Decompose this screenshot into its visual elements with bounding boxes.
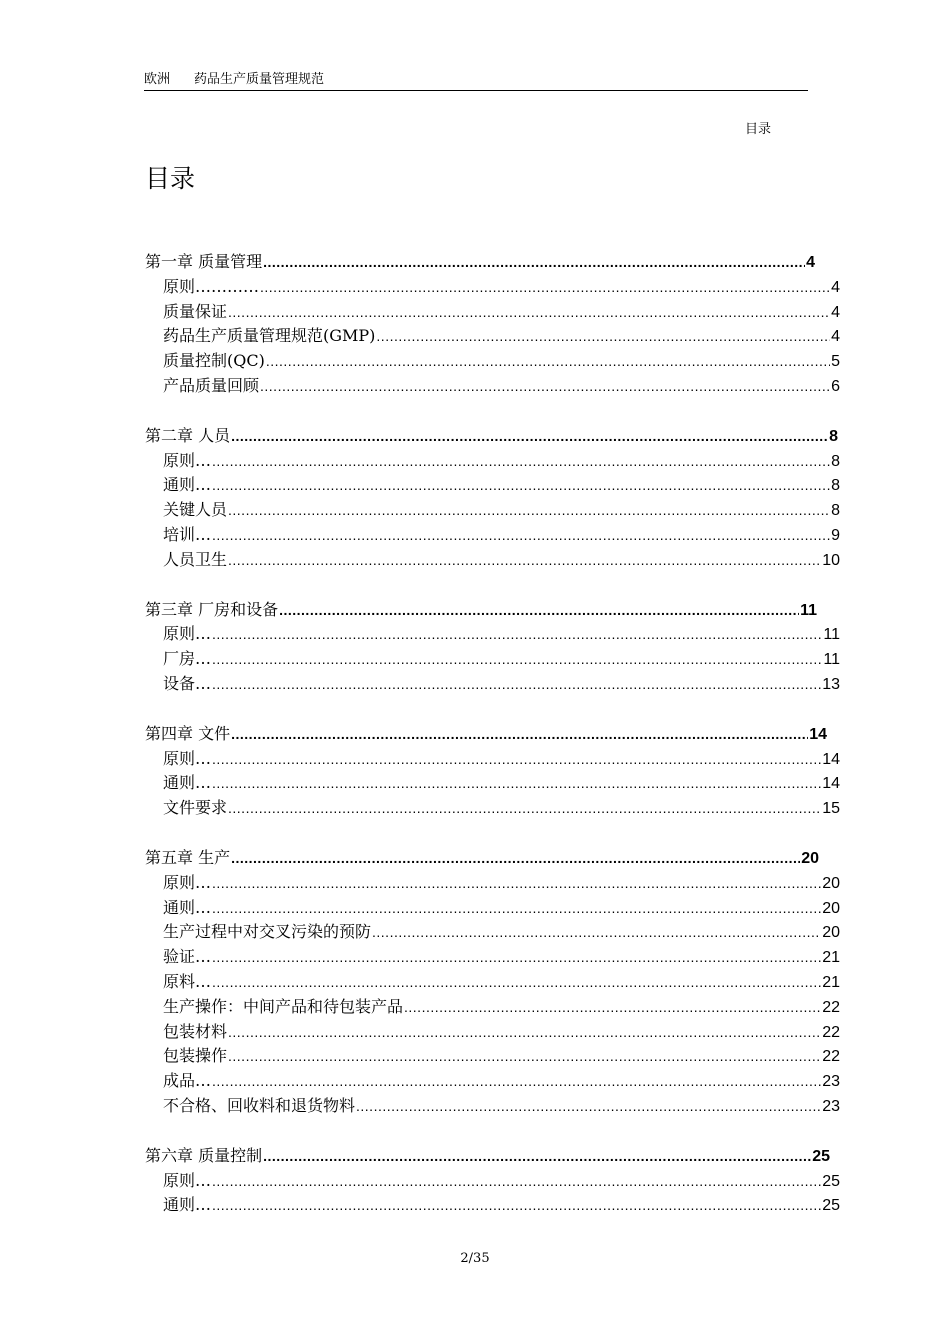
toc-section-entry[interactable]	[145, 945, 840, 970]
toc-section-label: 原则…	[163, 872, 212, 892]
toc-section-page: 21	[822, 949, 840, 967]
toc-section-label: 验证…	[163, 947, 212, 967]
toc-leader-dots	[404, 995, 821, 1020]
toc-section-label: 原则…	[163, 1170, 212, 1190]
toc-section-page: 22	[822, 1023, 840, 1041]
toc-chapter-label: 第二章 人员	[145, 425, 231, 445]
toc-leader-dots	[279, 598, 799, 623]
toc-leader-dots	[228, 548, 821, 573]
toc-chapter-label: 第六章 质量控制	[145, 1145, 263, 1165]
toc-leader-dots	[212, 970, 821, 995]
toc-section-page: 23	[822, 1073, 840, 1091]
toc-section-label: 药品生产质量管理规范(GMP)	[163, 326, 376, 346]
toc-section-page: 4	[831, 328, 840, 346]
toc-section-label: 原则…	[163, 624, 212, 644]
toc-section-label: 包装材料	[163, 1021, 228, 1041]
toc-leader-dots	[212, 622, 822, 647]
toc-section-label: 通则…	[163, 1195, 212, 1215]
toc-section-page: 8	[831, 477, 840, 495]
toc-section-entry[interactable]	[145, 1044, 840, 1069]
toc-leader-dots	[260, 374, 830, 399]
toc-section-page: 8	[831, 452, 840, 470]
toc-leader-dots	[376, 324, 830, 349]
toc-chapter-page: 4	[806, 254, 815, 271]
toc-section-label: 人员卫生	[163, 549, 228, 569]
toc-chapter-label: 第四章 文件	[145, 723, 231, 743]
toc-leader-dots	[228, 1044, 821, 1069]
toc-section-page: 22	[822, 998, 840, 1016]
running-section-label: 目录	[745, 122, 772, 137]
page-header	[144, 70, 808, 91]
toc-section-label: 设备…	[163, 673, 212, 693]
toc-leader-dots	[228, 796, 821, 821]
toc-leader-dots	[212, 473, 830, 498]
toc-section-label: 包装操作	[163, 1046, 228, 1066]
toc-section-label: 生产过程中对交叉污染的预防	[163, 922, 372, 942]
toc-section-page: 14	[822, 775, 840, 793]
toc-chapter-page: 20	[801, 849, 819, 867]
toc-section-page: 22	[822, 1048, 840, 1066]
toc-section-label: 培训…	[163, 524, 212, 544]
toc-section-entry[interactable]	[145, 523, 840, 548]
toc-section-entry[interactable]	[145, 1193, 840, 1218]
toc-section-entry[interactable]	[145, 970, 840, 995]
toc-leader-dots	[212, 647, 822, 672]
toc-section-entry[interactable]	[145, 1020, 840, 1045]
toc-section-label: 原料…	[163, 971, 212, 991]
toc-section-page: 9	[831, 526, 840, 544]
toc-chapter-group	[145, 598, 845, 697]
toc-section-label: 产品质量回顾	[163, 375, 260, 395]
toc-chapter-group	[145, 424, 845, 573]
toc-leader-dots	[228, 1020, 821, 1045]
page-title: 目录	[145, 164, 196, 193]
toc-section-label: 原则…………	[163, 276, 260, 296]
toc-chapter-group	[145, 250, 845, 399]
toc-section-label: 质量保证	[163, 301, 228, 321]
toc-section-label: 关键人员	[163, 500, 228, 520]
toc-section-page: 23	[822, 1097, 840, 1115]
toc-section-entry[interactable]	[145, 896, 840, 921]
toc-chapter-entry[interactable]	[145, 1144, 830, 1169]
toc-chapter-group	[145, 722, 845, 821]
toc-chapter-entry[interactable]	[145, 846, 819, 871]
toc-section-entry[interactable]	[145, 498, 840, 523]
toc-section-page: 25	[822, 1197, 840, 1215]
toc-leader-dots	[228, 300, 830, 325]
toc-section-label: 不合格、回收料和退货物料	[163, 1095, 356, 1115]
toc-leader-dots	[212, 896, 821, 921]
toc-chapter-page: 25	[812, 1147, 830, 1165]
toc-leader-dots	[212, 1069, 821, 1094]
toc-section-page: 11	[823, 626, 840, 644]
toc-chapter-page: 8	[829, 427, 838, 445]
toc-section-label: 成品…	[163, 1071, 212, 1091]
toc-leader-dots	[212, 1193, 821, 1218]
toc-section-label: 生产操作：中间产品和待包装产品	[163, 996, 404, 1016]
toc-section-page: 4	[831, 278, 840, 296]
toc-section-entry[interactable]	[145, 622, 840, 647]
toc-leader-dots	[231, 722, 808, 747]
toc-leader-dots	[212, 747, 821, 772]
toc-leader-dots	[231, 424, 828, 449]
toc-leader-dots	[212, 945, 821, 970]
toc-section-entry[interactable]	[145, 1169, 840, 1194]
toc-leader-dots	[212, 523, 830, 548]
toc-leader-dots	[212, 771, 821, 796]
toc-chapter-page: 11	[800, 601, 817, 619]
toc-leader-dots	[263, 250, 805, 275]
toc-section-entry[interactable]	[145, 300, 840, 325]
header-doc-title: 药品生产质量管理规范	[194, 72, 325, 87]
toc-section-label: 原则…	[163, 748, 212, 768]
toc-chapter-group	[145, 1144, 845, 1218]
toc-section-entry[interactable]	[145, 871, 840, 896]
toc-leader-dots	[260, 275, 830, 300]
toc-section-page: 15	[822, 800, 840, 818]
toc-section-label: 原则…	[163, 450, 212, 470]
toc-chapter-group	[145, 846, 845, 1119]
toc-chapter-label: 第五章 生产	[145, 847, 231, 867]
toc-leader-dots	[356, 1094, 821, 1119]
toc-section-entry[interactable]	[145, 771, 840, 796]
toc-section-entry[interactable]	[145, 349, 840, 374]
toc-section-page: 8	[831, 502, 840, 520]
toc-section-label: 通则…	[163, 773, 212, 793]
table-of-contents	[145, 250, 845, 1243]
toc-section-entry[interactable]	[145, 920, 840, 945]
toc-section-page: 25	[822, 1172, 840, 1190]
toc-section-entry[interactable]	[145, 672, 840, 697]
toc-section-page: 13	[822, 675, 840, 693]
toc-chapter-entry[interactable]	[145, 250, 815, 275]
toc-leader-dots	[212, 449, 830, 474]
toc-section-page: 14	[822, 750, 840, 768]
toc-leader-dots	[231, 846, 800, 871]
toc-section-entry[interactable]	[145, 647, 840, 672]
toc-section-entry[interactable]	[145, 796, 840, 821]
page-number: 2/35	[460, 1251, 490, 1266]
toc-chapter-label: 第一章 质量管理	[145, 252, 263, 271]
toc-leader-dots	[212, 672, 821, 697]
toc-leader-dots	[212, 1169, 821, 1194]
toc-section-page: 10	[822, 551, 840, 569]
toc-section-entry[interactable]	[145, 1094, 840, 1119]
toc-section-entry[interactable]	[145, 275, 840, 300]
toc-section-page: 20	[822, 899, 840, 917]
toc-section-entry[interactable]	[145, 324, 840, 349]
toc-chapter-label: 第三章 厂房和设备	[145, 599, 279, 619]
toc-chapter-entry[interactable]	[145, 598, 817, 623]
toc-section-entry[interactable]	[145, 1069, 840, 1094]
toc-leader-dots	[228, 498, 830, 523]
toc-leader-dots	[212, 871, 821, 896]
toc-section-entry[interactable]	[145, 374, 840, 399]
toc-section-label: 文件要求	[163, 798, 228, 818]
toc-section-entry[interactable]	[145, 473, 840, 498]
toc-section-label: 厂房…	[163, 649, 212, 669]
toc-section-page: 20	[822, 924, 840, 942]
toc-leader-dots	[266, 349, 830, 374]
toc-section-label: 通则…	[163, 475, 212, 495]
toc-section-entry[interactable]	[145, 747, 840, 772]
toc-section-page: 5	[831, 353, 840, 371]
toc-section-label: 通则…	[163, 897, 212, 917]
toc-leader-dots	[372, 920, 821, 945]
toc-section-page: 11	[823, 651, 840, 669]
toc-section-entry[interactable]	[145, 548, 840, 573]
toc-section-page: 21	[822, 973, 840, 991]
toc-section-page: 6	[831, 377, 840, 395]
toc-leader-dots	[263, 1144, 811, 1169]
toc-chapter-entry[interactable]	[145, 424, 838, 449]
toc-section-page: 4	[831, 303, 840, 321]
toc-chapter-page: 14	[809, 725, 827, 743]
toc-section-label: 质量控制(QC)	[163, 351, 265, 371]
header-region: 欧洲	[144, 72, 171, 87]
toc-section-entry[interactable]	[145, 995, 840, 1020]
toc-chapter-entry[interactable]	[145, 722, 827, 747]
toc-section-entry[interactable]	[145, 449, 840, 474]
toc-section-page: 20	[822, 874, 840, 892]
